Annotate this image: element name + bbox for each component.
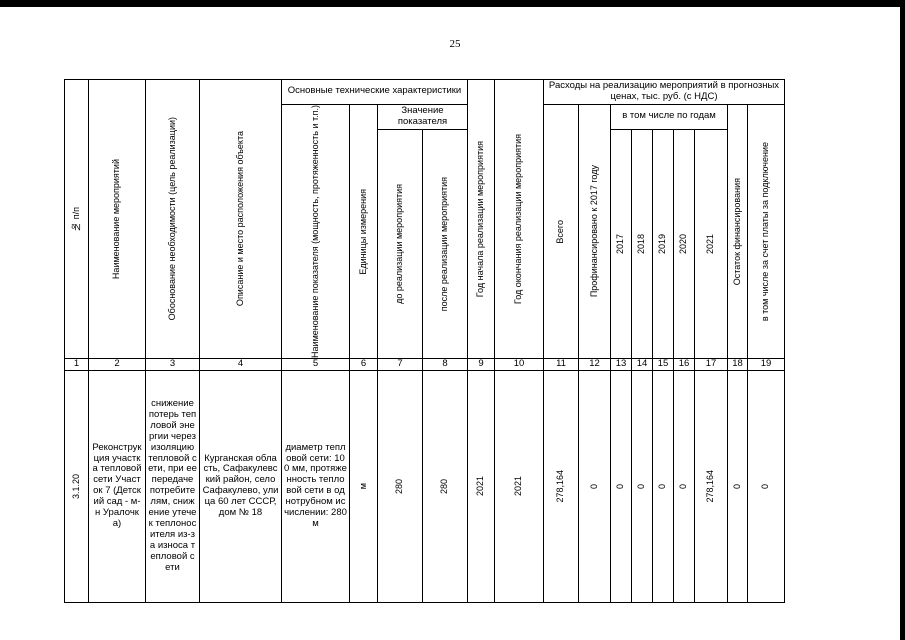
row-num: 3.1.20: [65, 370, 89, 602]
header-justification: Обоснование необходимости (цель реализации): [146, 80, 200, 359]
column-number-row: [65, 358, 785, 370]
header-total: Всего: [544, 104, 579, 358]
col-num-16: 16: [674, 358, 695, 370]
header-indicator-name: Наименование показателя (мощность, протяженность и т.п.): [282, 104, 350, 358]
row-before: 280: [378, 370, 423, 602]
row-2019: 0: [653, 370, 674, 602]
header-start-year: Год начала реализации мероприятия: [468, 80, 495, 359]
col-num-13: 13: [611, 358, 632, 370]
measures-table: [64, 79, 785, 603]
row-2018: 0: [632, 370, 653, 602]
header-description: Описание и место расположения объекта: [200, 80, 282, 359]
col-num-1: 1: [65, 358, 89, 370]
col-num-10: 10: [495, 358, 544, 370]
row-justification: снижение потерь тепловой энергии через изоляцию тепловой сети, при ее передаче потребителям, снижение утечек теплоносителя из-за износа тепловой сети: [146, 370, 200, 602]
col-num-11: 11: [544, 358, 579, 370]
row-after: 280: [423, 370, 468, 602]
col-num-5: 5: [282, 358, 350, 370]
row-2021: 278,164: [695, 370, 728, 602]
header-connection-fee: в том числе за счет платы за подключение: [748, 104, 785, 358]
row-start-year: 2021: [468, 370, 495, 602]
header-remainder: Остаток финансирования: [728, 104, 748, 358]
header-value-group: Значение показателя: [378, 104, 468, 129]
col-num-2: 2: [89, 358, 146, 370]
col-num-17: 17: [695, 358, 728, 370]
row-connection-fee: 0: [748, 370, 785, 602]
row-name: Реконструкция участка тепловой сети Участок 7 (Детский сад - м-н Уралочка): [89, 370, 146, 602]
header-name: Наименование мероприятий: [89, 80, 146, 359]
row-units: м: [350, 370, 378, 602]
col-num-18: 18: [728, 358, 748, 370]
header-costs-group: Расходы на реализацию мероприятий в прогнозных ценах, тыс. руб. (с НДС): [544, 80, 785, 105]
header-prefinanced: Профинансировано к 2017 году: [579, 104, 611, 358]
col-num-6: 6: [350, 358, 378, 370]
col-num-7: 7: [378, 358, 423, 370]
header-row-1: [65, 80, 785, 105]
row-2020: 0: [674, 370, 695, 602]
col-num-14: 14: [632, 358, 653, 370]
row-description: Курганская область, Сафакулевский район, село Сафакулево, улица 60 лет СССР, дом № 18: [200, 370, 282, 602]
row-end-year: 2021: [495, 370, 544, 602]
header-tech-group: Основные технические характеристики: [282, 80, 468, 105]
header-year-2017: 2017: [611, 129, 632, 358]
header-year-2018: 2018: [632, 129, 653, 358]
header-year-2021: 2021: [695, 129, 728, 358]
frame-top-border: [0, 0, 905, 7]
col-num-12: 12: [579, 358, 611, 370]
header-units: Единицы измерения: [350, 104, 378, 358]
header-after: после реализации мероприятия: [423, 129, 468, 358]
col-num-3: 3: [146, 358, 200, 370]
header-year-2020: 2020: [674, 129, 695, 358]
col-num-4: 4: [200, 358, 282, 370]
col-num-8: 8: [423, 358, 468, 370]
row-2017: 0: [611, 370, 632, 602]
row-remainder: 0: [728, 370, 748, 602]
col-num-15: 15: [653, 358, 674, 370]
header-end-year: Год окончания реализации мероприятия: [495, 80, 544, 359]
row-indicator: диаметр тепловой сети: 100 мм, протяженность тепловой сети в однотрубном исчислении: 280 м: [282, 370, 350, 602]
header-by-years: в том числе по годам: [611, 104, 728, 129]
page-number: 25: [449, 38, 461, 50]
header-year-2019: 2019: [653, 129, 674, 358]
col-num-9: 9: [468, 358, 495, 370]
header-num: № п/п: [65, 80, 89, 359]
frame-right-border: [900, 0, 905, 640]
col-num-19: 19: [748, 358, 785, 370]
row-prefinanced: 0: [579, 370, 611, 602]
row-total: 278,164: [544, 370, 579, 602]
header-before: до реализации мероприятия: [378, 129, 423, 358]
table-row: [65, 370, 785, 602]
